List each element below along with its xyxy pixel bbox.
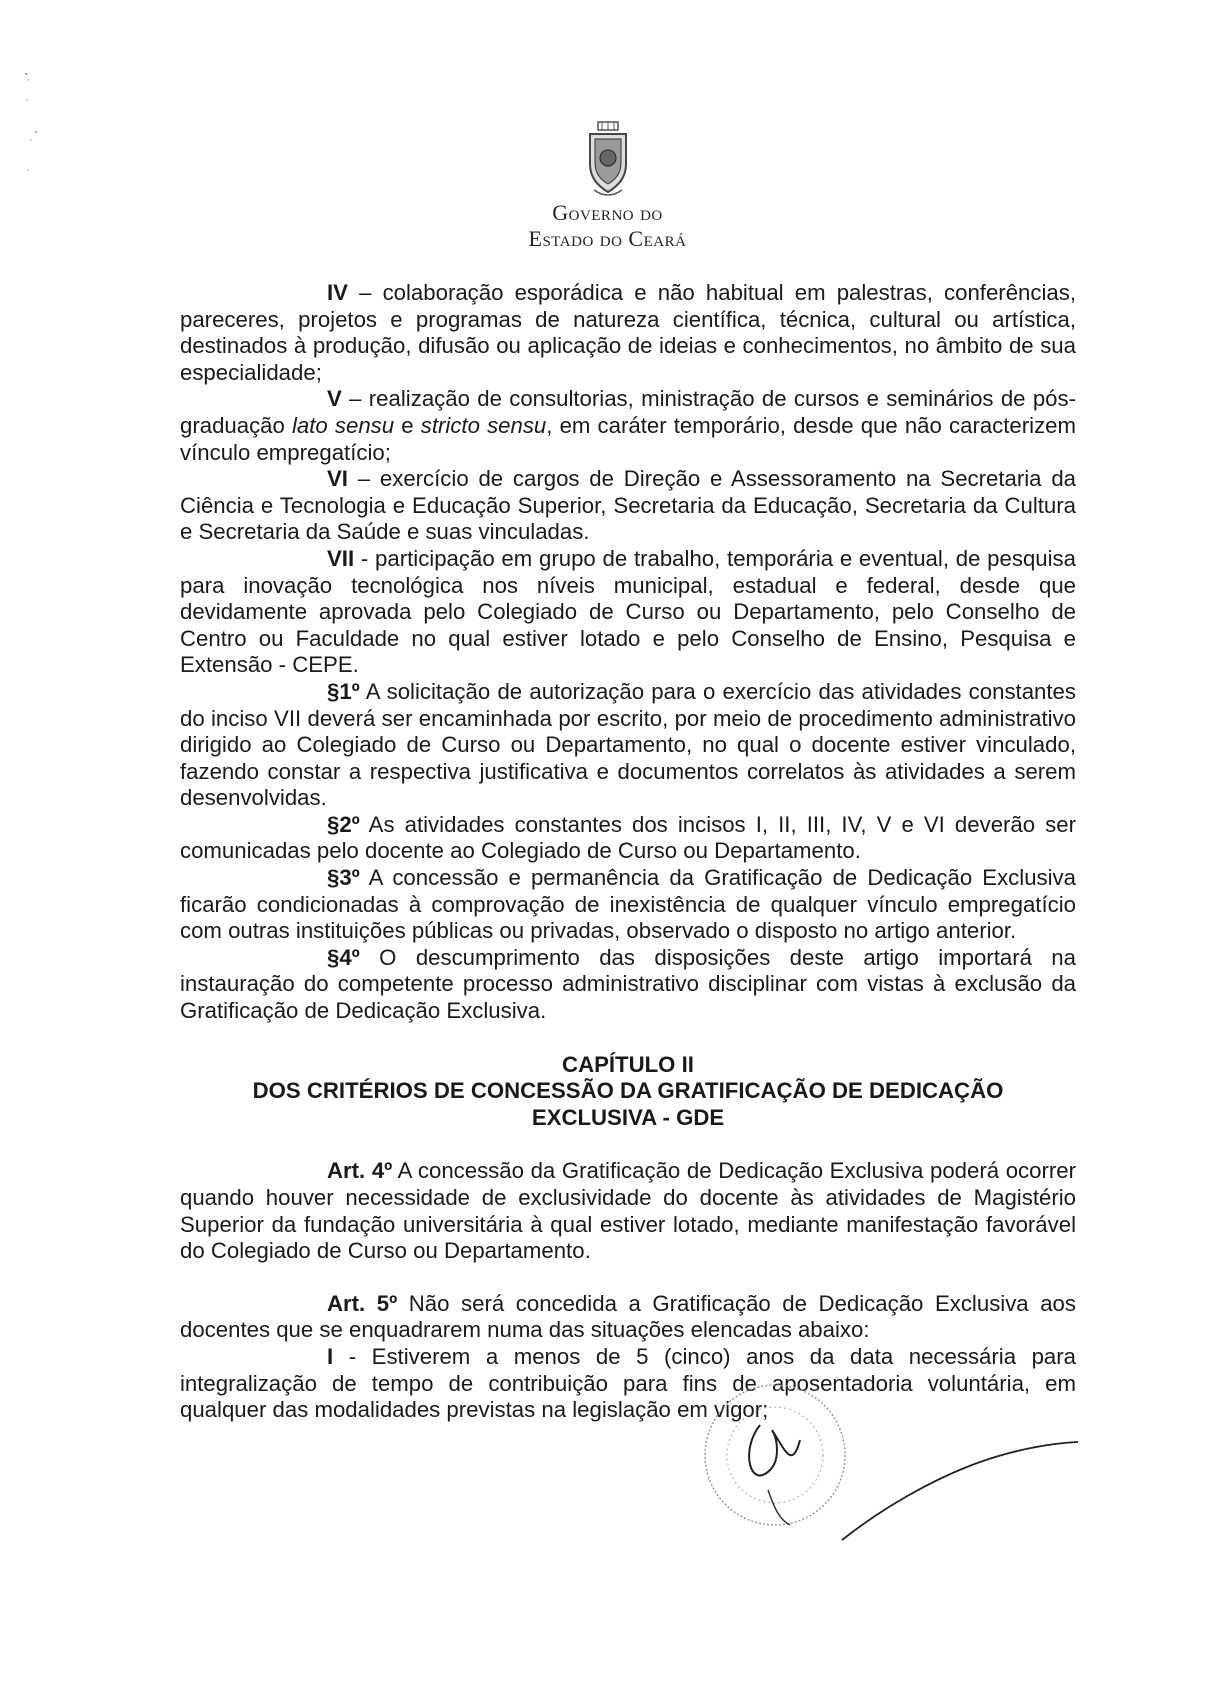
label: VII bbox=[327, 545, 355, 571]
paragraph-inciso-vi bbox=[180, 466, 1076, 546]
letterhead bbox=[0, 120, 1215, 252]
letterhead-line-2: Estado do Ceará bbox=[528, 226, 687, 251]
paragraph-inciso-vii bbox=[180, 546, 1076, 679]
label: §1º bbox=[327, 678, 360, 704]
label: V bbox=[327, 386, 342, 412]
text: A concessão e permanência da Gratificação de Dedicação Exclusiva ficarão condicionadas à comprovação de inexistência de qualquer vínculo empregatício com outras instituições públicas ou privadas, observado o disposto no artigo anterior. bbox=[180, 865, 1076, 944]
label: IV bbox=[327, 280, 348, 305]
italic-term: lato sensu bbox=[292, 412, 395, 438]
chapter-title-line-1: DOS CRITÉRIOS DE CONCESSÃO DA GRATIFICAÇÃO DE DEDICAÇÃO bbox=[252, 1078, 1004, 1104]
state-coat-of-arms-icon bbox=[580, 120, 636, 200]
label: Art. 5º bbox=[327, 1290, 398, 1316]
label: Art. 4º bbox=[327, 1158, 393, 1184]
label: §3º bbox=[327, 865, 360, 891]
label: §4º bbox=[327, 944, 360, 970]
official-stamp-icon bbox=[700, 1380, 850, 1530]
document-body bbox=[180, 280, 1076, 1424]
text: e bbox=[394, 412, 421, 438]
chapter-title-line-2: EXCLUSIVA - GDE bbox=[531, 1104, 725, 1130]
text: – colaboração esporádica e não habitual em palestras, conferências, pareceres, projetos e programas de natureza científica, técnica, cultural ou artística, destinados à produção, difusão ou aplicação de ideias e conhecimentos, no âmbito de sua especialidade; bbox=[180, 280, 1076, 385]
text: A concessão da Gratificação de Dedicação Exclusiva poderá ocorrer quando houver necessidade de exclusividade do docente às atividades de Magistério Superior da fundação universitária à qual estiver lotado, mediante manifestação favorável do Colegiado de Curso ou Departamento. bbox=[180, 1158, 1076, 1264]
text: Não será concedida a Gratificação de Dedicação Exclusiva aos docentes que se enquadrarem numa das situações elencadas abaixo: bbox=[180, 1290, 1076, 1343]
text: - Estiverem a menos de 5 (cinco) anos da data necessária para integralização de tempo de contribuição para fins de aposentadoria voluntária, em qualquer das modalidades previstas na legislação em vigor; bbox=[180, 1343, 1076, 1423]
paragraph-art-5-inciso-i bbox=[180, 1344, 1076, 1424]
paragraph-par-4 bbox=[180, 945, 1076, 1025]
text: – realização de consultorias, ministração de cursos e seminários de pós-graduação bbox=[180, 386, 1076, 438]
paragraph-par-3 bbox=[180, 865, 1076, 945]
paragraph-par-1 bbox=[180, 679, 1076, 812]
handwritten-signature-icon bbox=[840, 1440, 1080, 1550]
paragraph-art-4 bbox=[180, 1158, 1076, 1264]
text: , em caráter temporário, desde que não caracterizem vínculo empregatício; bbox=[180, 412, 1076, 465]
paragraph-inciso-iv bbox=[180, 280, 1076, 386]
italic-term: stricto sensu bbox=[420, 412, 547, 438]
label: VI bbox=[327, 466, 348, 492]
paragraph-par-2 bbox=[180, 812, 1076, 865]
text: As atividades constantes dos incisos I, II, III, IV, V e VI deverão ser comunicadas pelo docente ao Colegiado de Curso ou Departamento. bbox=[180, 811, 1076, 864]
text: O descumprimento das disposições deste artigo importará na instauração do competente processo administrativo disciplinar com vistas à exclusão da Gratificação de Dedicação Exclusiva. bbox=[180, 944, 1076, 1024]
label: §2º bbox=[327, 811, 360, 837]
text: - participação em grupo de trabalho, temporária e eventual, de pesquisa para inovação tecnológica nos níveis municipal, estadual e federal, desde que devidamente aprovada pelo Colegiado de Curso ou Departamento, pelo Conselho de Centro ou Faculdade no qual estiver lotado e pelo Conselho de Ensino, Pesquisa e Extensão - CEPE. bbox=[180, 545, 1076, 678]
paragraph-inciso-v bbox=[180, 386, 1076, 466]
paragraph-art-5 bbox=[180, 1291, 1076, 1344]
text: – exercício de cargos de Direção e Assessoramento na Secretaria da Ciência e Tecnologia e Educação Superior, Secretaria da Educação, Secretaria da Cultura e Secretaria da Saúde e suas vinculadas. bbox=[180, 466, 1076, 545]
chapter-number: CAPÍTULO II bbox=[562, 1051, 694, 1077]
letterhead-line-1: Governo do bbox=[552, 200, 663, 225]
text: A solicitação de autorização para o exercício das atividades constantes do inciso VII deverá ser encaminhada por escrito, por meio de procedimento administrativo dirigido ao Colegiado de Curso ou Departamento, no qual o docente estiver vinculado, fazendo constar a respectiva justificativa e documentos correlatos às atividades a serem desenvolvidas. bbox=[180, 678, 1076, 811]
label: I bbox=[327, 1343, 334, 1369]
